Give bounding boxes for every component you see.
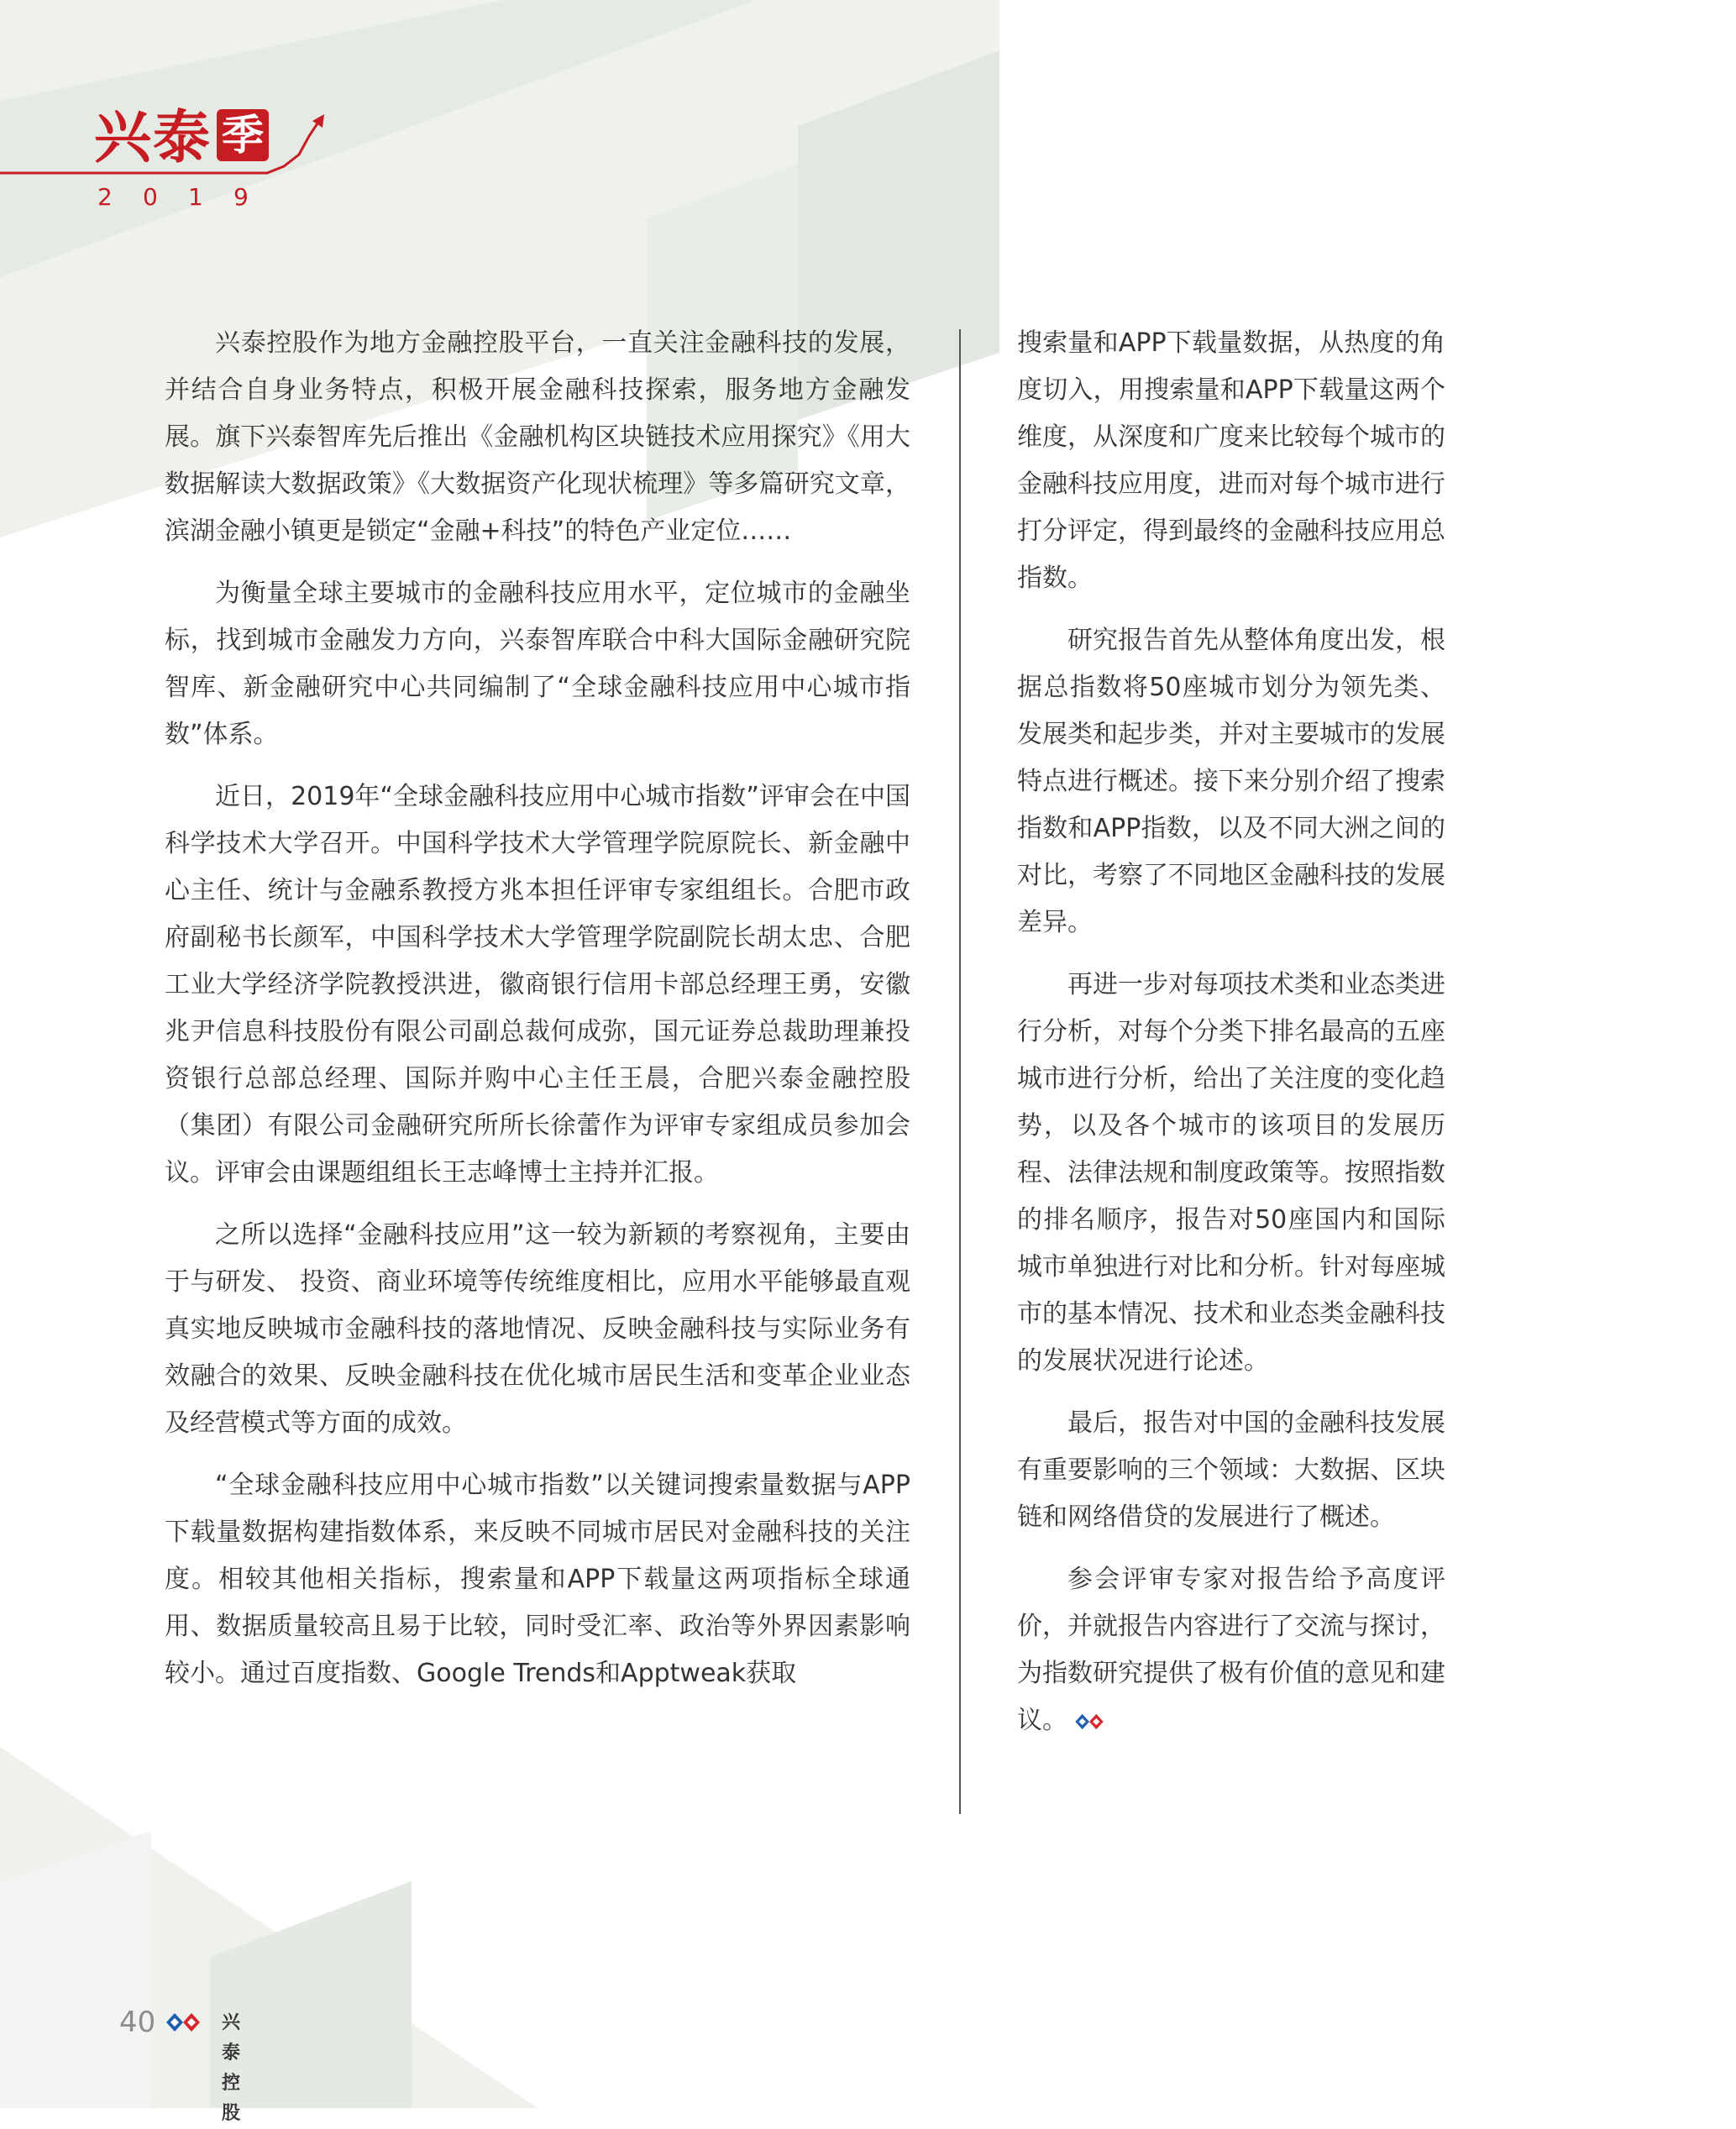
season-seal: 季 bbox=[217, 109, 269, 161]
footer-brand: 兴泰控股 bbox=[222, 2012, 241, 2124]
company-logo-icon bbox=[163, 2010, 203, 2035]
paragraph: 兴泰控股作为地方金融控股平台，一直关注金融科技的发展，并结合自身业务特点，积极开展金融科技探索，服务地方金融发展。旗下兴泰智库先后推出《金融机构区块链技术应用探究》《用大数据解读大数据政策》《大数据资产化现状梳理》等多篇研究文章，滨湖金融小镇更是锁定“金融+科技”的特色产业定位…… bbox=[165, 328, 910, 546]
paragraph: 再进一步对每项技术类和业态类进行分析，对每个分类下排名最高的五座城市进行分析，给出了关注度的变化趋势，以及各个城市的该项目的发展历程、法律法规和制度政策等。按照指数的排名顺序，报告对50座国内和国际城市单独进行对比和分析。针对每座城市的基本情况、技术和业态类金融科技的发展状况进行论述。 bbox=[1017, 970, 1445, 1376]
paragraph: 为衡量全球主要城市的金融科技应用水平，定位城市的金融坐标，找到城市金融发力方向，兴泰智库联合中科大国际金融研究院智库、新金融研究中心共同编制了“全球金融科技应用中心城市指数”体系。 bbox=[165, 579, 910, 749]
final-paragraph-text: 参会评审专家对报告给予高度评价，并就报告内容进行了交流与探讨，为指数研究提供了极有价值的意见和建议。 bbox=[1017, 1565, 1445, 1735]
paragraph: 之所以选择“金融科技应用”这一较为新颖的考察视角，主要由于与研发、 投资、商业环境等传统维度相比，应用水平能够最直观真实地反映城市金融科技的落地情况、反映金融科技与实际业务有效融合的效果、反映金融科技在优化城市居民生活和变革企业业态及经营模式等方面的成效。 bbox=[165, 1220, 910, 1438]
end-mark-logo-icon bbox=[1073, 1711, 1106, 1733]
paragraph: “全球金融科技应用中心城市指数”以关键词搜索量数据与APP下载量数据构建指数体系，来反映不同城市居民对金融科技的关注度。相较其他相关指标，搜索量和APP下载量这两项指标全球通用、数据质量较高且易于比较，同时受汇率、政治等外界因素影响较小。通过百度指数、Google Trends和Apptweak获取 bbox=[165, 1471, 910, 1688]
left-column bbox=[165, 320, 910, 1712]
paragraph: 研究报告首先从整体角度出发，根据总指数将50座城市划分为领先类、发展类和起步类，并对主要城市的发展特点进行概述。接下来分别介绍了搜索指数和APP指数，以及不同大洲之间的对比，考察了不同地区金融科技的发展差异。 bbox=[1017, 626, 1445, 937]
paragraph-continuation: 搜索量和APP下载量数据，从热度的角度切入，用搜索量和APP下载量这两个维度，从深度和广度来比较每个城市的金融科技应用度，进而对每个城市进行打分评定，得到最终的金融科技应用总指数。 bbox=[1017, 328, 1445, 593]
right-column bbox=[1017, 320, 1445, 1759]
column-divider bbox=[959, 329, 961, 1814]
paragraph: 最后，报告对中国的金融科技发展有重要影响的三个领域：大数据、区块链和网络借贷的发展进行了概述。 bbox=[1017, 1408, 1445, 1532]
paragraph-final bbox=[1017, 1556, 1445, 1744]
brand-title: 兴泰 bbox=[94, 104, 212, 171]
paragraph: 近日，2019年“全球金融科技应用中心城市指数”评审会在中国科学技术大学召开。中国科学技术大学管理学院原院长、新金融中心主任、统计与金融系教授方兆本担任评审专家组组长。合肥市政府副秘书长颜军，中国科学技术大学管理学院副院长胡太忠、合肥工业大学经济学院教授洪进，徽商银行信用卡部总经理王勇，安徽兆尹信息科技股份有限公司副总裁何成弥，国元证券总裁助理兼投资银行总部总经理、国际并购中心主任王晨，合肥兴泰金融控股（集团）有限公司金融研究所所长徐蕾作为评审专家组成员参加会议。评审会由课题组组长王志峰博士主持并汇报。 bbox=[165, 782, 910, 1188]
masthead bbox=[0, 92, 353, 218]
year-label: 2 0 1 9 bbox=[97, 183, 249, 211]
page-number: 40 bbox=[119, 2006, 156, 2039]
